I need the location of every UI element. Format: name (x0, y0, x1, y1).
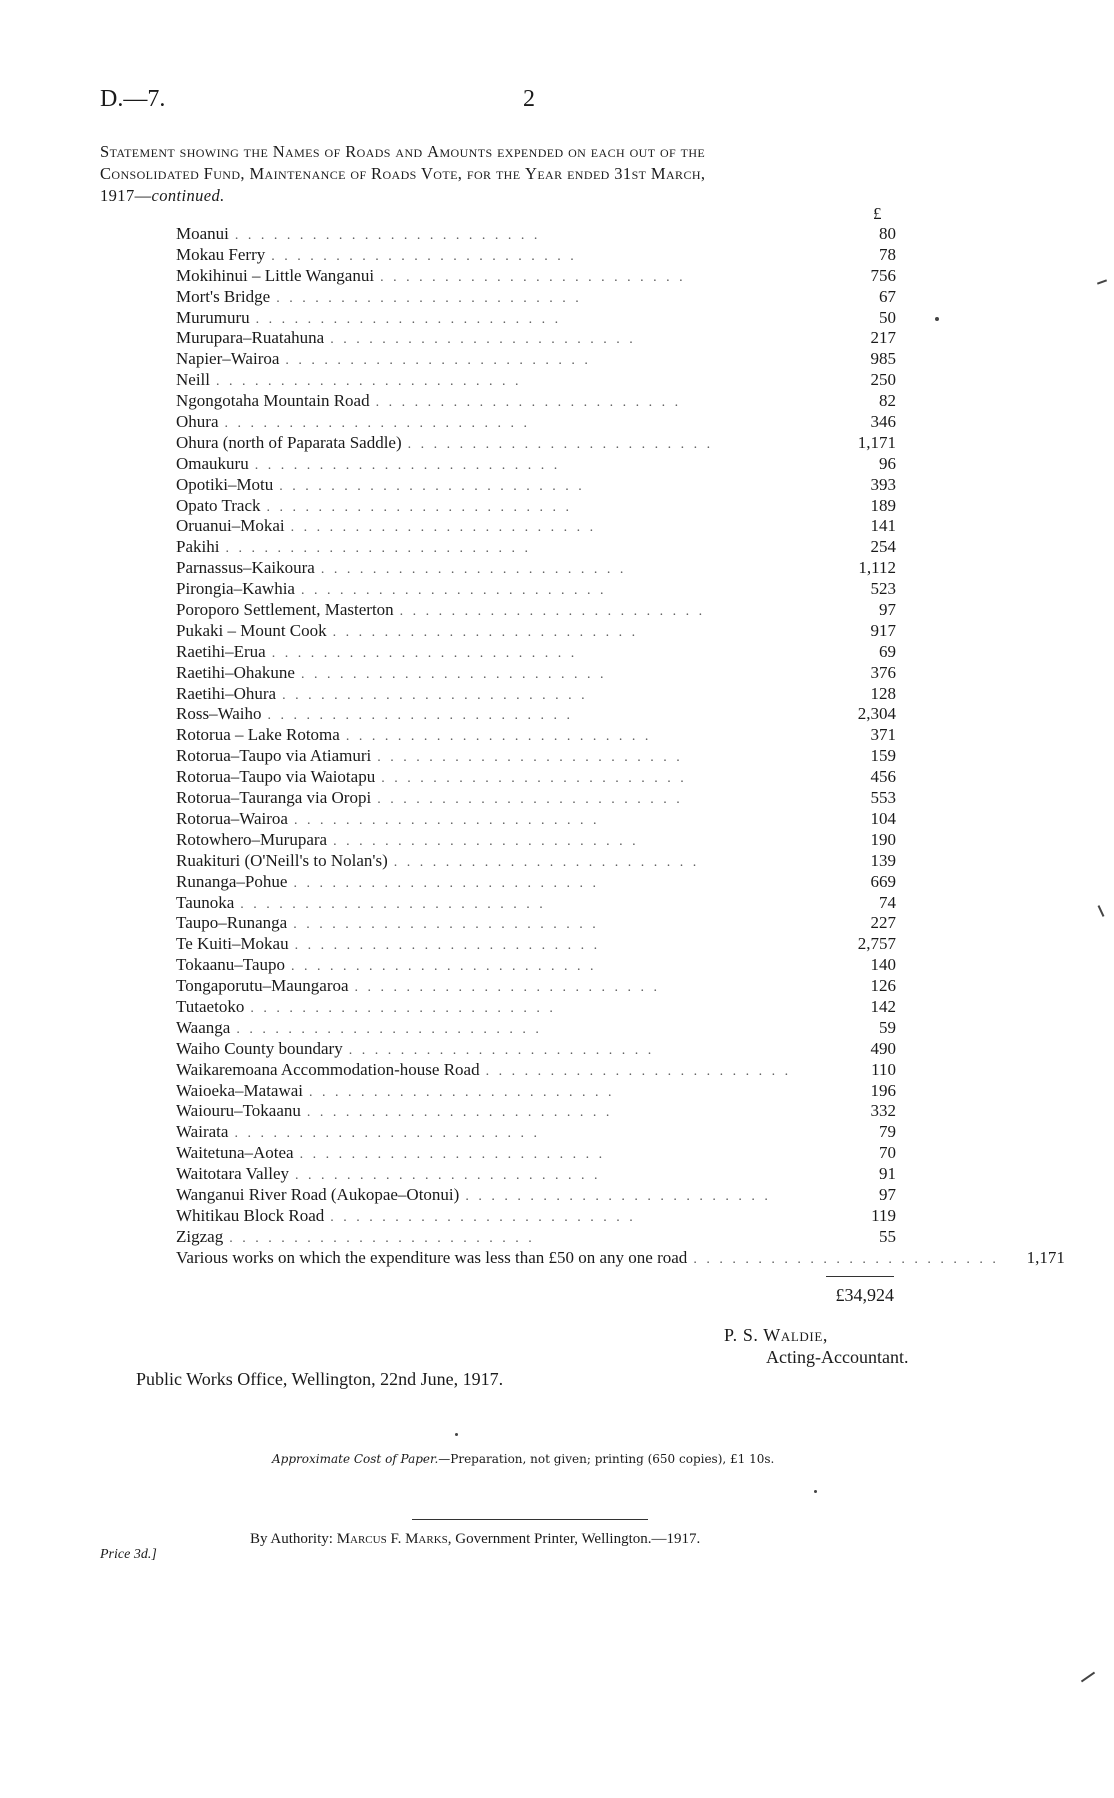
amount: 70 (879, 1143, 896, 1163)
road-name: Zigzag (176, 1226, 224, 1246)
dot-leader: . . . . . . . . . . . . . . . . . . . . . . . . (224, 416, 530, 432)
amount: 74 (879, 892, 896, 912)
dot-leader: . . . . . . . . . . . . . . . . . . . . . . . . (234, 1126, 540, 1142)
table-row (176, 1018, 896, 1039)
heading-word: ended (567, 164, 610, 183)
road-name: Waitotara Valley (176, 1164, 290, 1184)
table-row (176, 537, 896, 558)
road-name: Waiouru–Tokaanu (176, 1101, 301, 1121)
table-row (176, 1164, 896, 1185)
road-name: Taupo–Runanga (176, 913, 288, 933)
heading-word: for the (466, 164, 521, 183)
dot-leader: . . . . . . . . . . . . . . . . . . . . . . . . (377, 792, 683, 808)
dot-leader: . . . . . . . . . . . . . . . . . . . . . . . . (271, 248, 577, 264)
amount: 196 (870, 1080, 896, 1100)
table-row (176, 454, 896, 475)
road-name: Raetihi–Ohura (176, 683, 277, 703)
road-name: Moanui (176, 224, 229, 243)
grand-total: £34,924 (835, 1285, 894, 1305)
document-reference: D.—7. (100, 86, 166, 112)
heading-word: Roads (345, 142, 391, 161)
cost-note-text: —Preparation, not given; printing (650 copies), £1 10s. (438, 1452, 775, 1466)
roads-table (176, 224, 1065, 1269)
table-row (176, 328, 896, 349)
road-name: Murumuru (176, 307, 250, 327)
table-row (176, 1060, 896, 1081)
road-name: Murupara–Ruatahuna (176, 328, 325, 348)
road-name: Mokihinui – Little Wanganui (176, 265, 375, 285)
dot-leader: . . . . . . . . . . . . . . . . . . . . . . . . (348, 1042, 655, 1058)
table-row (176, 1143, 896, 1164)
table-row (176, 496, 896, 517)
dot-leader: . . . . . . . . . . . . . . . . . . . . . . . . (290, 520, 597, 536)
dot-leader: . . . . . . . . . . . . . . . . . . . . . . . . (293, 917, 599, 933)
dot-leader: . . . . . . . . . . . . . . . . . . . . . . . . (330, 332, 636, 348)
road-name: Rotowhero–Murupara (176, 829, 328, 849)
amount: 69 (879, 641, 896, 661)
amount: 128 (870, 683, 896, 703)
amount: 2,757 (857, 934, 896, 954)
road-name: Raetihi–Ohakune (176, 662, 295, 682)
dot-leader: . . . . . . . . . . . . . . . . . . . . . . . . (225, 541, 531, 557)
road-name: Waitetuna–Aotea (176, 1143, 294, 1163)
amount: 104 (870, 808, 896, 828)
road-name: Neill (176, 370, 210, 390)
table-row (176, 642, 896, 663)
amount: 142 (870, 996, 896, 1016)
road-name: Ohura (north of Paparata Saddle) (176, 432, 402, 452)
amount: 79 (879, 1122, 896, 1142)
amount: 1,171 (1026, 1247, 1065, 1267)
amount: 78 (879, 244, 896, 264)
table-row (176, 370, 896, 391)
table-row (176, 767, 896, 788)
amount: 490 (870, 1038, 896, 1058)
dot-leader: . . . . . . . . . . . . . . . . . . . . . . . . (267, 708, 574, 724)
table-row (176, 913, 896, 934)
dot-leader: . . . . . . . . . . . . . . . . . . . . . . . . (381, 771, 687, 787)
road-name: Waikaremoana Accommodation-house Road (176, 1059, 480, 1079)
scan-speck (1097, 279, 1107, 284)
imprint-suffix: Government Printer, Wellington.—1917. (455, 1531, 701, 1547)
dot-leader: . . . . . . . . . . . . . . . . . . . . . . . . (291, 959, 597, 975)
signatory-name: P. S. Waldie, (724, 1325, 828, 1345)
dot-leader: . . . . . . . . . . . . . . . . . . . . . . . . (254, 457, 561, 473)
amount: 97 (879, 1184, 896, 1204)
amount: 1,112 (858, 558, 896, 578)
table-row (176, 1227, 896, 1248)
table-row (176, 1247, 1065, 1269)
road-name: Various works on which the expenditure was less than £50 on any one road (176, 1247, 688, 1267)
dot-leader: . . . . . . . . . . . . . . . . . . . . . . . . (306, 1105, 613, 1121)
amount: 141 (870, 516, 896, 536)
table-row (176, 997, 896, 1018)
amount: 393 (870, 474, 896, 494)
table-row (176, 934, 896, 955)
scan-speck (935, 317, 939, 321)
table-row (176, 1122, 896, 1143)
road-name: Omaukuru (176, 453, 249, 473)
dot-leader: . . . . . . . . . . . . . . . . . . . . . . . . (282, 687, 588, 703)
table-row (176, 893, 896, 914)
road-name: Pukaki – Mount Cook (176, 620, 327, 640)
imprint-prefix: By Authority: (250, 1531, 333, 1547)
road-name: Waiho County boundary (176, 1038, 343, 1058)
dot-leader: . . . . . . . . . . . . . . . . . . . . . . . . (407, 436, 714, 452)
road-name: Mort's Bridge (176, 286, 271, 306)
amount: 55 (879, 1226, 896, 1246)
road-name: Parnassus–Kaikoura (176, 558, 315, 578)
heading-continued: continued. (151, 186, 225, 205)
heading-word: Consolidated Fund, Maintenance of Roads Vote, (100, 164, 463, 183)
dot-leader: . . . . . . . . . . . . . . . . . . . . . . . . (485, 1063, 792, 1079)
dot-leader: . . . . . . . . . . . . . . . . . . . . . . . . (229, 1230, 535, 1246)
heading-word: Names (272, 142, 320, 161)
heading-word: Amounts (427, 142, 493, 161)
table-row (176, 245, 896, 266)
road-name: Ohura (176, 412, 219, 432)
table-row (176, 976, 896, 997)
table-row (176, 725, 896, 746)
amount: 126 (870, 976, 896, 996)
road-name: Rotorua–Tauranga via Oropi (176, 788, 372, 808)
dot-leader: . . . . . . . . . . . . . . . . . . . . . . . . (293, 812, 600, 828)
dot-leader: . . . . . . . . . . . . . . . . . . . . . . . . (250, 1000, 556, 1016)
amount: 227 (870, 913, 896, 933)
amount: 110 (871, 1059, 896, 1079)
table-row (176, 349, 896, 370)
road-name: Rotorua–Taupo via Waiotapu (176, 767, 376, 787)
dot-leader: . . . . . . . . . . . . . . . . . . . . . . . . (332, 624, 639, 640)
dot-leader: . . . . . . . . . . . . . . . . . . . . . . . . (377, 750, 683, 766)
road-name: Waioeka–Matawai (176, 1080, 304, 1100)
currency-column-header: £ (873, 204, 882, 223)
dot-leader: . . . . . . . . . . . . . . . . . . . . . . . . (234, 228, 541, 243)
road-name: Runanga–Pohue (176, 871, 288, 891)
scan-speck (814, 1490, 817, 1493)
table-row (176, 287, 896, 308)
dot-leader: . . . . . . . . . . . . . . . . . . . . . . . . (266, 499, 573, 515)
dot-leader: . . . . . . . . . . . . . . . . . . . . . . . . (295, 1168, 601, 1184)
road-name: Mokau Ferry (176, 244, 266, 264)
amount: 82 (879, 391, 896, 411)
dot-leader: . . . . . . . . . . . . . . . . . . . . . . . . (333, 833, 639, 849)
heading-word: 31st March, (614, 164, 706, 183)
scan-speck (455, 1433, 458, 1436)
road-name: Ross–Waiho (176, 704, 262, 724)
amount: 119 (871, 1205, 896, 1225)
amount: 346 (870, 412, 896, 432)
heading-word: and (395, 142, 423, 161)
table-row (176, 663, 896, 684)
table-row (176, 1101, 896, 1122)
table-row (176, 872, 896, 893)
total-rule (826, 1276, 894, 1277)
amount: 2,304 (857, 704, 896, 724)
table-row (176, 809, 896, 830)
heading-word: Statement (100, 142, 176, 161)
amount: 376 (870, 662, 896, 682)
table-row (176, 1185, 896, 1206)
table-row (176, 851, 896, 872)
road-name: Tongaporutu–Maungaroa (176, 976, 349, 996)
dot-leader: . . . . . . . . . . . . . . . . . . . . . . . . (300, 583, 607, 599)
dot-leader: . . . . . . . . . . . . . . . . . . . . . . . . (354, 980, 661, 996)
imprint-printer: Marcus F. Marks, (336, 1531, 452, 1547)
table-row (176, 391, 896, 412)
amount: 985 (870, 349, 896, 369)
table-row (176, 746, 896, 767)
amount: 190 (870, 829, 896, 849)
road-name: Whitikau Block Road (176, 1205, 325, 1225)
road-name: Te Kuiti–Mokau (176, 934, 289, 954)
table-row (176, 412, 896, 433)
road-name: Poroporo Settlement, Masterton (176, 600, 394, 620)
office-dateline: Public Works Office, Wellington, 22nd June, 1917. (136, 1369, 504, 1389)
table-row (176, 224, 896, 245)
heading-word: showing the (179, 142, 269, 161)
road-name: Taunoka (176, 892, 235, 912)
table-row (176, 308, 896, 329)
dot-leader: . . . . . . . . . . . . . . . . . . . . . . . . (375, 395, 682, 411)
dot-leader: . . . . . . . . . . . . . . . . . . . . . . . . (399, 604, 706, 620)
road-name: Pirongia–Kawhia (176, 579, 295, 599)
signatory-title: Acting-Accountant. (766, 1347, 909, 1367)
amount: 917 (870, 620, 896, 640)
road-name: Opato Track (176, 495, 261, 515)
amount: 140 (870, 955, 896, 975)
heading-word: expended on each out of the (497, 142, 706, 161)
dot-leader: . . . . . . . . . . . . . . . . . . . . . . . . (236, 1021, 542, 1037)
dot-leader: . . . . . . . . . . . . . . . . . . . . . . . . (309, 1084, 615, 1100)
table-row (176, 1206, 896, 1227)
amount: 669 (870, 871, 896, 891)
printer-imprint (250, 1531, 700, 1548)
heading-year: 1917— (100, 186, 152, 205)
table-row (176, 433, 896, 454)
dot-leader: . . . . . . . . . . . . . . . . . . . . . . . . (693, 1251, 999, 1267)
dot-leader: . . . . . . . . . . . . . . . . . . . . . . . . (276, 290, 582, 306)
amount: 50 (879, 307, 896, 327)
road-name: Ngongotaha Mountain Road (176, 391, 370, 411)
cost-note-label: Approximate Cost of Paper. (272, 1452, 439, 1466)
amount: 332 (870, 1101, 896, 1121)
table-heading (100, 141, 980, 207)
amount: 80 (879, 224, 896, 243)
dot-leader: . . . . . . . . . . . . . . . . . . . . . . . . (293, 875, 599, 891)
table-row (176, 266, 896, 287)
table-row (176, 579, 896, 600)
amount: 250 (870, 370, 896, 390)
table-row (176, 1081, 896, 1102)
table-row (176, 704, 896, 725)
dot-leader: . . . . . . . . . . . . . . . . . . . . . . . . (240, 896, 546, 912)
amount: 371 (870, 725, 896, 745)
road-name: Rotorua – Lake Rotoma (176, 725, 340, 745)
table-row (176, 600, 896, 621)
road-name: Opotiki–Motu (176, 474, 274, 494)
heading-word: Year (525, 164, 563, 183)
table-row (176, 516, 896, 537)
amount: 189 (870, 495, 896, 515)
dot-leader: . . . . . . . . . . . . . . . . . . . . . . . . (299, 1147, 606, 1163)
road-name: Pakihi (176, 537, 220, 557)
dot-leader: . . . . . . . . . . . . . . . . . . . . . . . . (271, 645, 578, 661)
dot-leader: . . . . . . . . . . . . . . . . . . . . . . . . (380, 269, 686, 285)
cost-note (272, 1452, 774, 1466)
amount: 523 (870, 579, 896, 599)
road-name: Rotorua–Wairoa (176, 808, 288, 828)
imprint-rule (412, 1519, 648, 1520)
table-row (176, 684, 896, 705)
price-note: Price 3d.] (100, 1547, 157, 1562)
amount: 159 (870, 746, 896, 766)
dot-leader: . . . . . . . . . . . . . . . . . . . . . . . . (330, 1209, 636, 1225)
table-row (176, 955, 896, 976)
dot-leader: . . . . . . . . . . . . . . . . . . . . . . . . (393, 854, 700, 870)
heading-word: of (324, 142, 341, 161)
table-row (176, 830, 896, 851)
road-name: Wanganui River Road (Aukopae–Otonui) (176, 1184, 460, 1204)
road-name: Tutaetoko (176, 996, 245, 1016)
road-name: Tokaanu–Taupo (176, 955, 286, 975)
amount: 97 (879, 600, 896, 620)
amount: 254 (870, 537, 896, 557)
scan-speck (1081, 1672, 1095, 1683)
amount: 756 (870, 265, 896, 285)
amount: 217 (870, 328, 896, 348)
amount: 456 (870, 767, 896, 787)
road-name: Raetihi–Erua (176, 641, 266, 661)
road-name: Wairata (176, 1122, 229, 1142)
table-row (176, 621, 896, 642)
table-row (176, 788, 896, 809)
dot-leader: . . . . . . . . . . . . . . . . . . . . . . . . (285, 353, 591, 369)
amount: 59 (879, 1017, 896, 1037)
table-row (176, 558, 896, 579)
page-number: 2 (523, 86, 535, 112)
road-name: Oruanui–Mokai (176, 516, 285, 536)
amount: 1,171 (857, 432, 896, 452)
road-name: Napier–Wairoa (176, 349, 280, 369)
road-name: Ruakituri (O'Neill's to Nolan's) (176, 850, 388, 870)
amount: 96 (879, 453, 896, 473)
dot-leader: . . . . . . . . . . . . . . . . . . . . . . . . (465, 1188, 771, 1204)
table-row (176, 1039, 896, 1060)
dot-leader: . . . . . . . . . . . . . . . . . . . . . . . . (294, 938, 601, 954)
amount: 67 (879, 286, 896, 306)
amount: 91 (879, 1164, 896, 1184)
dot-leader: . . . . . . . . . . . . . . . . . . . . . . . . (300, 666, 607, 682)
dot-leader: . . . . . . . . . . . . . . . . . . . . . . . . (255, 311, 562, 327)
road-name: Rotorua–Taupo via Atiamuri (176, 746, 372, 766)
dot-leader: . . . . . . . . . . . . . . . . . . . . . . . . (279, 478, 585, 494)
road-name: Waanga (176, 1017, 231, 1037)
table-row (176, 475, 896, 496)
scan-speck (1098, 905, 1105, 917)
dot-leader: . . . . . . . . . . . . . . . . . . . . . . . . (345, 729, 652, 745)
dot-leader: . . . . . . . . . . . . . . . . . . . . . . . . (320, 562, 627, 578)
dot-leader: . . . . . . . . . . . . . . . . . . . . . . . . (216, 374, 522, 390)
amount: 139 (870, 850, 896, 870)
amount: 553 (870, 788, 896, 808)
